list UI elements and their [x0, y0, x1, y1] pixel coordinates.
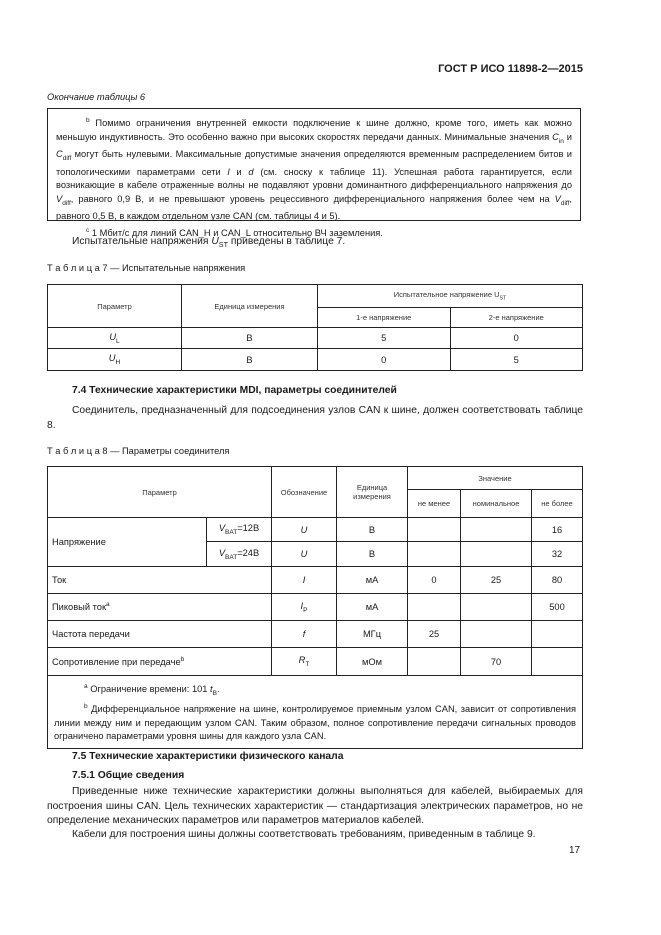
col-header: Обозначение	[272, 467, 337, 518]
table8-footnotes	[48, 676, 583, 749]
table-row: Ток I мА 0 25 80	[48, 567, 583, 594]
table-row: $U_H$ В 0 5	[48, 349, 583, 371]
col-header: Параметр	[48, 467, 272, 518]
col-header: не более	[532, 490, 583, 518]
footnote-b: $^b$ Дифференциальное напряжение на шине, контролируемое приемным узлом CAN, зависит от сопротивления линии между ним и передающим узлом CAN. Таким образом, полное сопротивление передачи сигнальных проводов ограничено параметрами уровня шины для каждого узла CAN.	[54, 703, 576, 742]
col-header: 1-е напряжение	[318, 308, 451, 328]
page-number: 17	[569, 845, 581, 856]
standard-header: ГОСТ Р ИСО 11898-2—2015	[438, 63, 583, 75]
table-row: Напряжение $V_{BAT}=12В$ U В 16	[48, 518, 583, 542]
table7-intro: Испытательные напряжения $U_{ST}$ приведены в таблице 7.	[72, 236, 346, 250]
table-row: $U_L$ В 5 0	[48, 328, 583, 349]
col-header: номинальное	[461, 490, 532, 518]
table7-caption: Т а б л и ц а 7 — Испытательные напряжения	[47, 263, 246, 273]
section-7-4-heading: 7.4 Технические характеристики MDI, параметры соединителей	[72, 385, 397, 396]
table-continuation-label: Окончание таблицы 6	[47, 92, 146, 102]
col-header: Единица измерения	[337, 467, 408, 518]
table-row: Частота передачи f МГц 25	[48, 621, 583, 648]
table8-caption: Т а б л и ц а 8 — Параметры соединителя	[47, 446, 230, 456]
section-7-5-1-paragraph-2: Кабели для построения шины должны соответствовать требованиям, приведенным в таблице 9.	[72, 829, 536, 840]
section-7-5-1-paragraph: Приведенные ниже технические характеристики должны выполняться для кабелей, выбираемых для построения шины CAN. Цель технических характеристик — стандартизация электрических параметров, но не определение механических параметров или параметров материалов кабелей.	[47, 786, 583, 826]
col-header: Параметр	[48, 285, 182, 328]
table-row: Пиковый ток$^a$ $I_P$ мА 500	[48, 594, 583, 621]
table-row: $V_{BAT}=24В$ U В 32	[48, 542, 583, 567]
footnote-b: $^b$ Помимо ограничения внутренней емкости подключение к шине должно, кроме того, иметь как можно меньшую индуктивность. Это особенно важно при высоких скоростях передачи данных. Минимальные значения $C_{in}$ и $C_{diff}$ могут быть нулевыми. Максимальные допустимые значения определяются временным распределением битов и топологическими параметрами сети l и d (см. сноску к таблице 11). Успешная работа гарантируется, если возникающие в кабеле отраженные волны не подавляют уровни доминантного дифференциального напряжения до $V_{diff}$, равного 0,9 В, и не превышают уровень рецессивного дифференциального напряжения более чем на $V_{diff}$, равного 0,5 В, в каждом отдельном узле CAN (см. таблицы 4 и 5).	[56, 117, 573, 222]
col-header: Испытательное напряжение $U_{ST}$	[318, 285, 583, 308]
section-7-4-paragraph: Соединитель, предназначенный для подсоединения узлов CAN к шине, должен соответствовать таблице 8.	[47, 405, 583, 431]
section-7-5-1-heading: 7.5.1 Общие сведения	[72, 770, 185, 781]
col-header: не менее	[408, 490, 461, 518]
col-header: Единица измерения	[182, 285, 318, 328]
table8	[47, 466, 583, 749]
footnote-c: $^c$ 1 Мбит/с для линий CAN_H и CAN_L относительно ВЧ заземления.	[86, 226, 383, 238]
col-header: Значение	[408, 467, 583, 490]
section-7-5-heading: 7.5 Технические характеристики физического канала	[72, 751, 344, 762]
table7	[47, 284, 583, 371]
col-header: 2-е напряжение	[450, 308, 583, 328]
table6-footnotes	[47, 108, 581, 238]
footnote-a: $^a$ Ограничение времени: 101 $t_B$.	[84, 683, 220, 697]
table-row: Сопротивление при передаче$^b$ $R_T$ мОм 70	[48, 648, 583, 676]
